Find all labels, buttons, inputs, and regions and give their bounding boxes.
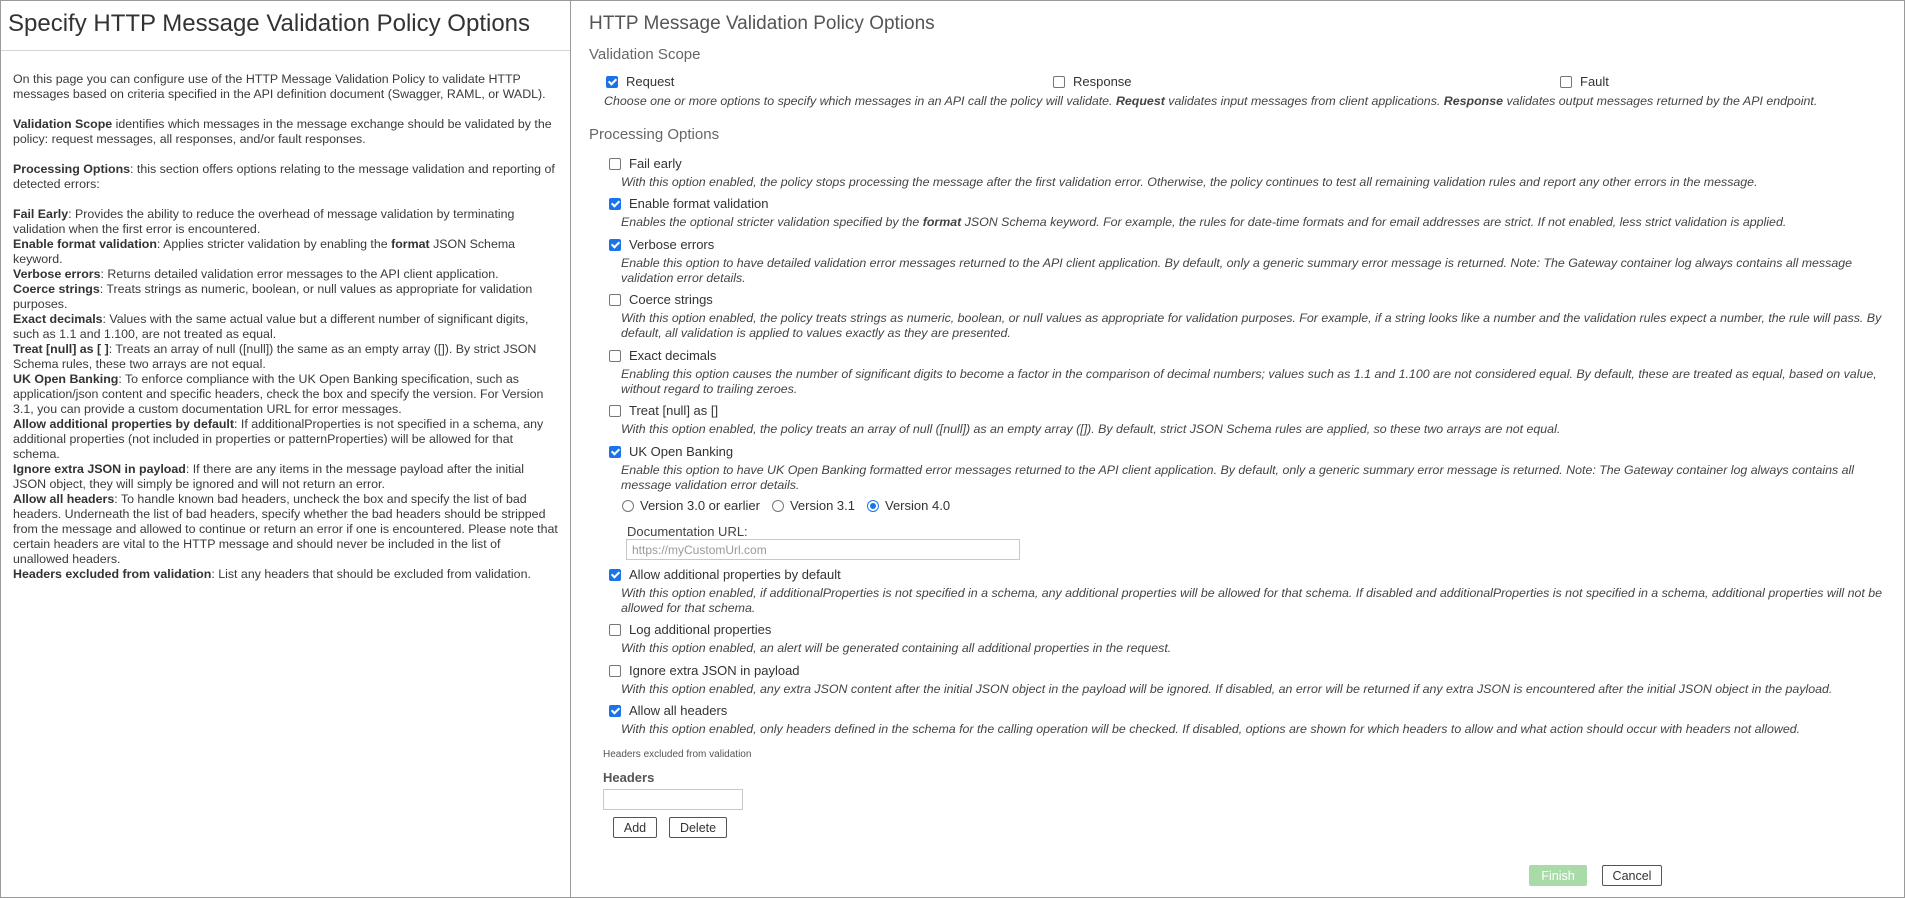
help-intro: On this page you can configure use of the HTTP Message Validation Policy to validate HTTP messages based on criteria specified in the API definition document (Swagger, RAML, or WADL). xyxy=(13,72,546,101)
help-item-text: : To handle known bad headers, uncheck the box and specify the list of bad headers. Underneath the list of bad headers, specify whether the bad headers should be stripped from the message and allowed to continue or return an error if one is encountered. Please note that certain headers are vital to the HTTP message and should never be included in the list of unallowed headers. xyxy=(13,492,558,566)
scope-options xyxy=(606,74,1905,92)
checkbox-icon[interactable] xyxy=(609,239,621,251)
option-description: Enable this option to have UK Open Banking formatted error messages returned to the API client application. By default, only a generic summary error message is returned. Note: The Gateway container log always contains all message validation error details. xyxy=(621,463,1855,492)
option-label: Verbose errors xyxy=(629,237,715,252)
help-item-text: : List any headers that should be excluded from validation. xyxy=(211,567,531,581)
option-description: With this option enabled, only headers defined in the schema for the calling operation will be checked. If disabled, options are shown for which headers to allow and what action should occur with headers not allowed. xyxy=(621,722,1801,736)
enable-format-validation-checkbox[interactable] xyxy=(609,195,1899,212)
checkbox-icon[interactable] xyxy=(609,294,621,306)
option-exact-decimals xyxy=(609,347,1899,397)
headers-list[interactable] xyxy=(603,789,743,810)
option-description: With this option enabled, the policy treats an array of null ([null]) as an empty array ([]). By default, strict JSON Schema rules are applied, so these two arrays are not equal. xyxy=(621,422,1561,436)
scope-desc-bold: Response xyxy=(1443,94,1503,108)
option-description: With this option enabled, any extra JSON content after the initial JSON object in the payload will be ignored. If disabled, an error will be returned if any extra JSON is encountered after the initial JSON object in the payload. xyxy=(621,682,1833,696)
fail-early-checkbox[interactable] xyxy=(609,155,1899,172)
help-item xyxy=(13,492,558,567)
scope-desc-text: Choose one or more options to specify which messages in an API call the policy will validate. xyxy=(604,94,1116,108)
checkbox-icon[interactable] xyxy=(609,198,621,210)
help-item-bold: format xyxy=(391,237,430,251)
help-scope-term: Validation Scope xyxy=(13,117,113,131)
help-item xyxy=(13,282,558,312)
option-fail-early xyxy=(609,155,1899,190)
help-item-term: Enable format validation xyxy=(13,237,157,251)
option-enable-format-validation xyxy=(609,195,1899,230)
help-item-term: Verbose errors xyxy=(13,267,101,281)
help-item xyxy=(13,372,558,417)
scope-request-label: Request xyxy=(626,74,675,89)
option-description: With this option enabled, the policy stops processing the message after the first validation error. Otherwise, the policy continues to test all remaining validation rules and report any other errors in the message. xyxy=(621,175,1758,189)
help-item xyxy=(13,237,558,267)
option-uk-open-banking xyxy=(609,443,1899,493)
help-panel xyxy=(1,1,571,897)
help-item-term: Fail Early xyxy=(13,207,69,221)
checkbox-icon[interactable] xyxy=(609,665,621,677)
scope-response-checkbox[interactable] xyxy=(1053,74,1132,89)
help-item-term: UK Open Banking xyxy=(13,372,119,386)
help-item-text: : If additionalProperties is not specified in a schema, any additional properties (not included in properties or patternProperties) will be allowed for that schema. xyxy=(13,417,544,461)
option-label: Log additional properties xyxy=(629,622,772,637)
help-proc-text: : this section offers options relating to the message validation and reporting of detected errors: xyxy=(13,162,555,191)
help-item xyxy=(13,462,558,492)
option-desc-text: JSON Schema keyword. For example, the rules for date-time formats and for email addresses are strict. If not enabled, less strict validation is applied. xyxy=(961,215,1787,229)
help-item-term: Headers excluded from validation xyxy=(13,567,212,581)
help-proc-term: Processing Options xyxy=(13,162,131,176)
finish-button[interactable]: Finish xyxy=(1529,865,1587,886)
scope-response-label: Response xyxy=(1073,74,1132,89)
option-label: Ignore extra JSON in payload xyxy=(629,663,800,678)
option-label: Treat [null] as [] xyxy=(629,403,719,418)
checkbox-icon[interactable] xyxy=(609,158,621,170)
help-item xyxy=(13,342,558,372)
option-description: Enabling this option causes the number of significant digits to become a factor in the comparison of decimal numbers; values such as 1.1 and 1.100 are not considered equal. By default, these are treated as equal, based on value, without regard to trailing zeroes. xyxy=(621,367,1877,396)
option-description: Enable this option to have detailed validation error messages returned to the API client application. By default, only a generic summary error message is returned. Note: The Gateway container log always contains all message validation error details. xyxy=(621,256,1852,285)
version-3-1-radio[interactable] xyxy=(772,498,855,513)
help-item xyxy=(13,267,558,282)
option-label: UK Open Banking xyxy=(629,444,734,459)
help-item-text: : If there are any items in the message payload after the initial JSON object, they will simply be ignored and will not return an error. xyxy=(13,462,524,491)
treat-null-checkbox[interactable] xyxy=(609,402,1899,419)
cancel-button[interactable]: Cancel xyxy=(1602,865,1662,886)
help-title: Specify HTTP Message Validation Policy Options xyxy=(1,1,570,51)
option-description xyxy=(621,215,1899,230)
version-4-0-radio[interactable] xyxy=(867,498,950,513)
help-item-term: Allow additional properties by default xyxy=(13,417,234,431)
add-header-button[interactable]: Add xyxy=(613,817,657,838)
help-item-term: Allow all headers xyxy=(13,492,115,506)
help-item-text: : Treats an array of null ([null]) the same as an empty array ([]). By strict JSON Schema rules, these two arrays are not equal. xyxy=(13,342,537,371)
log-additional-properties-checkbox[interactable] xyxy=(609,621,1899,638)
documentation-url-input[interactable] xyxy=(626,539,1020,560)
scope-description xyxy=(604,94,1905,109)
option-verbose-errors xyxy=(609,236,1899,286)
scope-request-checkbox[interactable] xyxy=(606,74,674,89)
option-treat-null xyxy=(609,402,1899,437)
scope-desc-text: validates input messages from client applications. xyxy=(1164,94,1444,108)
verbose-errors-checkbox[interactable] xyxy=(609,236,1899,253)
help-item-text: : To enforce compliance with the UK Open Banking specification, such as application/json content and specific headers, check the box and specify the version. For Version 3.1, you can provide a custom documentation URL for error messages. xyxy=(13,372,544,416)
help-item xyxy=(13,567,558,582)
help-scope-text: identifies which messages in the message exchange should be validated by the policy: request messages, all responses, and/or fault responses. xyxy=(13,117,552,146)
help-item-text: : Applies stricter validation by enabling the xyxy=(156,237,392,251)
option-label: Allow all headers xyxy=(629,703,728,718)
option-label: Enable format validation xyxy=(629,196,769,211)
checkbox-icon[interactable] xyxy=(1053,76,1065,88)
headers-label: Headers xyxy=(603,770,655,785)
help-item-text: JSON Schema keyword. xyxy=(13,237,516,266)
coerce-strings-checkbox[interactable] xyxy=(609,291,1899,308)
headers-excluded-label: Headers excluded from validation xyxy=(603,749,752,760)
documentation-url-label: Documentation URL: xyxy=(627,524,748,539)
help-item-text: : Treats strings as numeric, boolean, or null values as appropriate for validation purposes. xyxy=(13,282,533,311)
option-description: With this option enabled, an alert will be generated containing all additional properties in the request. xyxy=(621,641,1172,655)
help-item-term: Exact decimals xyxy=(13,312,103,326)
help-item xyxy=(13,417,558,462)
option-log-additional-properties xyxy=(609,621,1899,656)
uk-open-banking-checkbox[interactable] xyxy=(609,443,1899,460)
scope-desc-bold: Request xyxy=(1115,94,1165,108)
delete-header-button[interactable]: Delete xyxy=(669,817,727,838)
help-item-term: Treat [null] as [ ] xyxy=(13,342,109,356)
radio-icon[interactable] xyxy=(867,500,879,512)
version-3-0-radio[interactable] xyxy=(622,498,760,513)
help-processing xyxy=(13,162,558,192)
checkbox-icon[interactable] xyxy=(609,446,621,458)
scope-fault-label: Fault xyxy=(1580,74,1609,89)
help-item xyxy=(13,207,558,237)
help-item-term: Ignore extra JSON in payload xyxy=(13,462,186,476)
option-desc-bold: format xyxy=(922,215,962,229)
option-ignore-extra-json xyxy=(609,662,1899,697)
ignore-extra-json-checkbox[interactable] xyxy=(609,662,1899,679)
help-item-list xyxy=(13,207,558,582)
scope-desc-text: validates output messages returned by the API endpoint. xyxy=(1503,94,1818,108)
panel-title: HTTP Message Validation Policy Options xyxy=(589,13,935,34)
allow-all-headers-checkbox[interactable] xyxy=(609,702,1899,719)
exact-decimals-checkbox[interactable] xyxy=(609,347,1899,364)
option-label: Fail early xyxy=(629,156,682,171)
option-label: Exact decimals xyxy=(629,348,717,363)
scope-fault-checkbox[interactable] xyxy=(1560,74,1609,89)
option-label: Coerce strings xyxy=(629,292,713,307)
radio-icon[interactable] xyxy=(772,500,784,512)
help-body xyxy=(1,51,570,582)
checkbox-icon[interactable] xyxy=(609,350,621,362)
help-item-text: : Provides the ability to reduce the overhead of message validation by terminating validation when the first error is encountered. xyxy=(13,207,515,236)
help-item-text: : Returns detailed validation error messages to the API client application. xyxy=(100,267,499,281)
option-coerce-strings xyxy=(609,291,1899,341)
validation-scope-title: Validation Scope xyxy=(589,46,701,63)
version-radio-group xyxy=(622,498,962,513)
help-item-term: Coerce strings xyxy=(13,282,100,296)
radio-label: Version 3.0 or earlier xyxy=(640,498,760,513)
option-desc-text: Enables the optional stricter validation specified by the xyxy=(621,215,923,229)
options-panel xyxy=(572,1,1904,897)
radio-label: Version 3.1 xyxy=(789,498,855,513)
checkbox-icon[interactable] xyxy=(609,405,621,417)
checkbox-icon[interactable] xyxy=(609,705,621,717)
option-label: Allow additional properties by default xyxy=(629,567,841,582)
processing-options-title: Processing Options xyxy=(589,126,720,143)
option-description: With this option enabled, if additionalProperties is not specified in a schema, any additional properties will be allowed for that schema. If disabled and additionalProperties is not specified in a schema, additional properties will not be allowed for that schema. xyxy=(621,586,1883,615)
checkbox-icon[interactable] xyxy=(1560,76,1572,88)
help-item-text: : Values with the same actual value but a different number of significant digits, such as 1.1 and 1.100, are not treated as equal. xyxy=(13,312,529,341)
option-description: With this option enabled, the policy treats strings as numeric, boolean, or null values as appropriate for validation purposes. For example, if a string looks like a number and the validation rules expect a number, the rule will pass. By default, all validation is applied to values exactly as they are presented. xyxy=(621,311,1882,340)
radio-icon[interactable] xyxy=(622,500,634,512)
checkbox-icon[interactable] xyxy=(609,624,621,636)
checkbox-icon[interactable] xyxy=(609,569,621,581)
help-scope xyxy=(13,117,558,147)
option-allow-additional-properties xyxy=(609,566,1899,616)
option-allow-all-headers xyxy=(609,702,1899,737)
checkbox-icon[interactable] xyxy=(606,76,618,88)
allow-additional-properties-checkbox[interactable] xyxy=(609,566,1899,583)
help-item xyxy=(13,312,558,342)
radio-label: Version 4.0 xyxy=(885,498,951,513)
